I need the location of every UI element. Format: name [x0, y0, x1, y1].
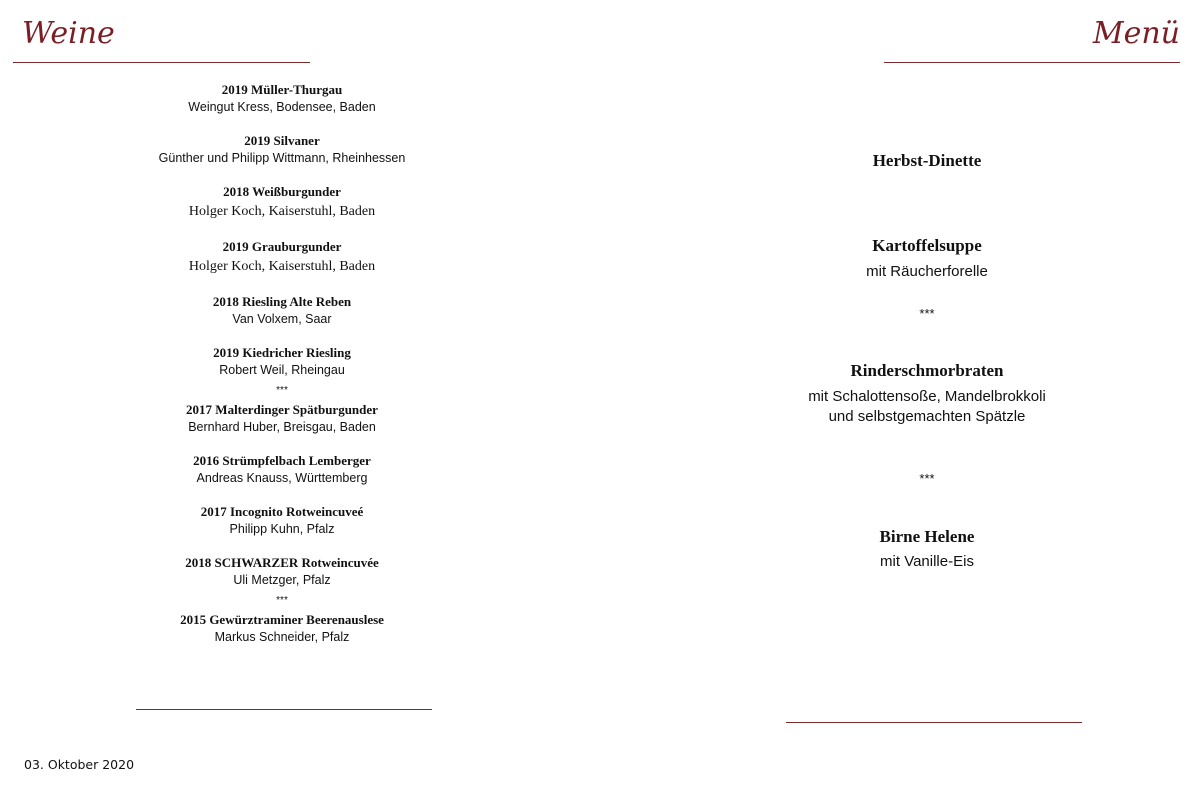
wine-title-divider — [13, 62, 310, 63]
wine-producer: Holger Koch, Kaiserstuhl, Baden — [188, 204, 376, 219]
wine-separator: *** — [276, 595, 288, 606]
wine-name: 2018 Weißburgunder — [223, 184, 341, 199]
course-description: mit Schalottensoße, Mandelbrokkoli — [808, 388, 1046, 405]
wine-item — [132, 345, 432, 379]
wine-name: 2017 Incognito Rotweincuveé — [200, 504, 364, 519]
wine-list — [132, 82, 432, 663]
wine-producer: Holger Koch, Kaiserstuhl, Baden — [188, 259, 376, 274]
wine-item — [132, 612, 432, 646]
wine-producer: Philipp Kuhn, Pfalz — [229, 522, 335, 536]
wine-name: 2019 Silvaner — [244, 133, 320, 148]
wine-producer: Andreas Knauss, Württemberg — [196, 471, 368, 485]
wine-producer: Günther und Philipp Wittmann, Rheinhessen — [158, 151, 406, 165]
course-description: und selbstgemachten Spätzle — [828, 408, 1026, 425]
wine-producer: Weingut Kress, Bodensee, Baden — [188, 100, 376, 114]
wine-item — [132, 184, 432, 222]
wine-name: 2018 Riesling Alte Reben — [212, 294, 352, 309]
menu-bottom-divider — [786, 722, 1082, 723]
course-description: mit Vanille-Eis — [880, 553, 974, 570]
wine-list-title: Weine — [22, 16, 115, 51]
course-name: Birne Helene — [879, 527, 975, 546]
wine-item — [132, 82, 432, 116]
wine-name: 2018 SCHWARZER Rotweincuvée — [185, 555, 379, 570]
wine-producer: Markus Schneider, Pfalz — [214, 630, 350, 644]
menu-date: 03. Oktober 2020 — [24, 757, 135, 772]
menu-column — [777, 0, 1077, 800]
wine-item — [132, 453, 432, 487]
event-title: Herbst-Dinette — [872, 151, 982, 170]
wine-list-bottom-divider — [136, 709, 432, 710]
wine-separator: *** — [276, 385, 288, 396]
wine-name: 2019 Grauburgunder — [222, 239, 342, 254]
wine-name: 2015 Gewürztraminer Beerenauslese — [180, 612, 384, 627]
menu-title: Menü — [1092, 16, 1180, 51]
course-name: Kartoffelsuppe — [872, 236, 982, 255]
wine-producer: Uli Metzger, Pfalz — [233, 573, 331, 587]
course-name: Rinderschmorbraten — [850, 361, 1004, 380]
wine-producer: Robert Weil, Rheingau — [219, 363, 345, 377]
wine-name: 2019 Müller-Thurgau — [221, 82, 343, 97]
wine-name: 2019 Kiedricher Riesling — [213, 345, 351, 360]
wine-item — [132, 239, 432, 277]
course-description: mit Räucherforelle — [866, 263, 988, 280]
wine-producer: Van Volxem, Saar — [232, 312, 332, 326]
wine-item — [132, 555, 432, 589]
wine-item — [132, 504, 432, 538]
wine-producer: Bernhard Huber, Breisgau, Baden — [188, 420, 376, 434]
course-separator: *** — [919, 471, 935, 486]
wine-item — [132, 133, 432, 167]
wine-item — [132, 294, 432, 328]
wine-name: 2017 Malterdinger Spätburgunder — [186, 402, 378, 417]
course-separator: *** — [919, 306, 935, 321]
wine-item — [132, 402, 432, 436]
wine-name: 2016 Strümpfelbach Lemberger — [193, 453, 371, 468]
